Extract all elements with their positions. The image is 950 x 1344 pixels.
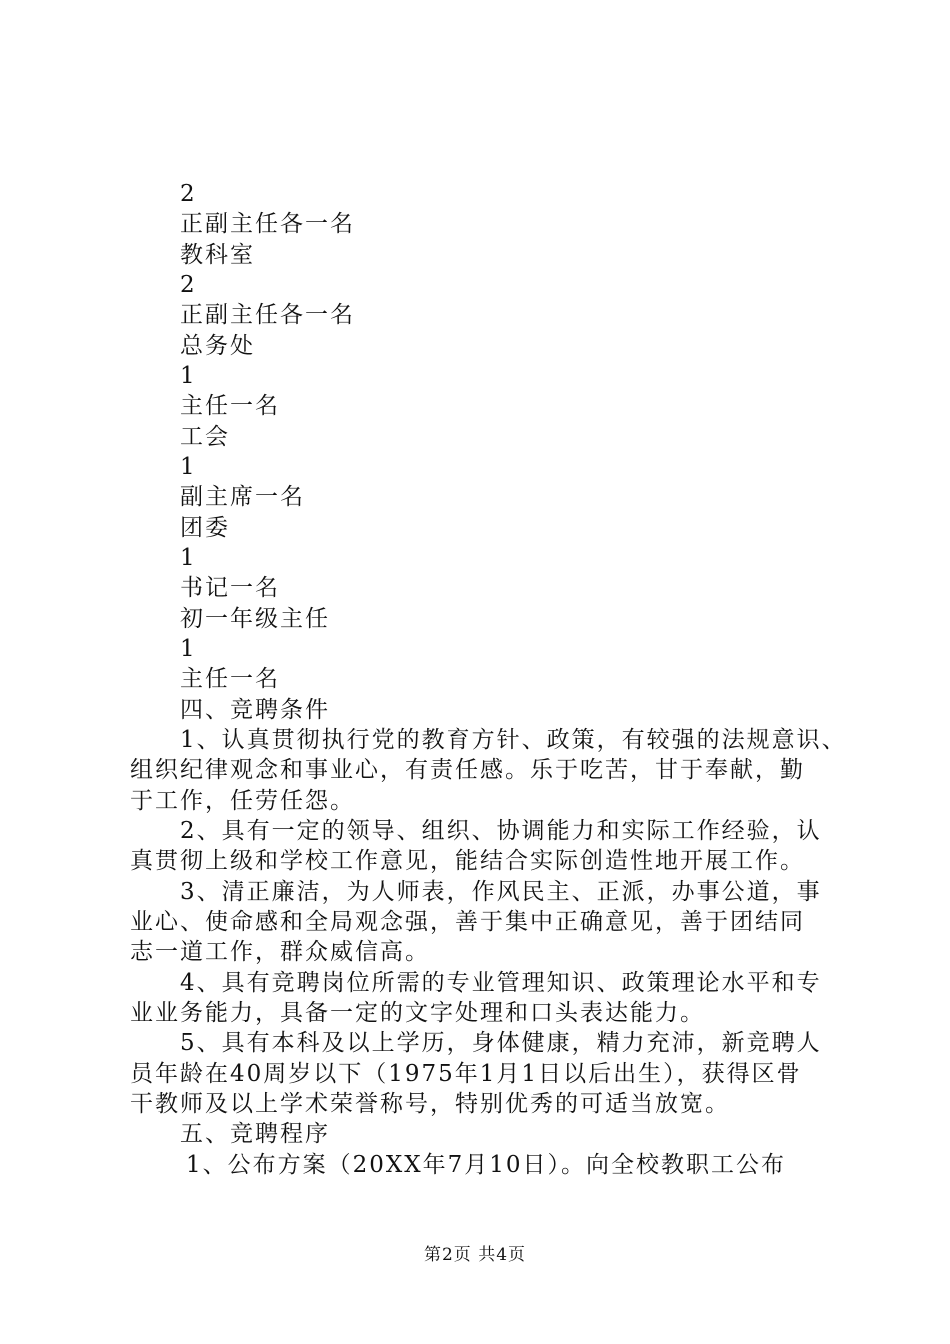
paragraph-line: 志一道工作，群众威信高。: [130, 939, 430, 965]
paragraph-line: 2、具有一定的领导、组织、协调能力和实际工作经验，认: [180, 818, 822, 844]
count-line: 2: [180, 272, 197, 298]
position-line: 主任一名: [180, 666, 280, 692]
department-line: 团委: [180, 515, 230, 541]
page-number: 第2页 共4页: [423, 1245, 527, 1265]
paragraph-line: 组织纪律观念和事业心，有责任感。乐于吃苦，甘于奉献，勤: [130, 757, 805, 783]
department-line: 工会: [180, 424, 230, 450]
section-heading: 四、竞聘条件: [180, 697, 330, 723]
paragraph-line: 业心、使命感和全局观念强，善于集中正确意见，善于团结同: [130, 909, 805, 935]
department-line: 总务处: [180, 333, 255, 359]
count-line: 1: [180, 636, 197, 662]
position-line: 正副主任各一名: [180, 211, 355, 237]
position-line: 副主席一名: [180, 484, 305, 510]
position-line: 正副主任各一名: [180, 302, 355, 328]
count-line: 1: [180, 363, 197, 389]
paragraph-line: 于工作，任劳任怨。: [130, 788, 355, 814]
position-line: 主任一名: [180, 393, 280, 419]
position-line: 书记一名: [180, 575, 280, 601]
paragraph-line: 3、清正廉洁，为人师表，作风民主、正派，办事公道，事: [180, 879, 822, 905]
paragraph-line: 5、具有本科及以上学历，身体健康，精力充沛，新竞聘人: [180, 1030, 822, 1056]
count-line: 1: [180, 454, 197, 480]
count-line: 1: [180, 545, 197, 571]
paragraph-line: 4、具有竞聘岗位所需的专业管理知识、政策理论水平和专: [180, 970, 822, 996]
paragraph-line: 业业务能力，具备一定的文字处理和口头表达能力。: [130, 1000, 705, 1026]
page-footer: [0, 1244, 950, 1266]
section-heading: 五、竞聘程序: [180, 1121, 330, 1147]
paragraph-line: 真贯彻上级和学校工作意见，能结合实际创造性地开展工作。: [130, 848, 805, 874]
department-line: 初一年级主任: [180, 606, 330, 632]
paragraph-line: 干教师及以上学术荣誉称号，特别优秀的可适当放宽。: [130, 1091, 730, 1117]
paragraph-line: 员年龄在40周岁以下（1975年1月1日以后出生），获得区骨: [130, 1061, 802, 1087]
department-line: 教科室: [180, 242, 255, 268]
paragraph-line: 1、公布方案（20XX年7月10日）。向全校教职工公布: [186, 1152, 787, 1178]
count-line: 2: [180, 181, 197, 207]
paragraph-line: 1、认真贯彻执行党的教育方针、政策，有较强的法规意识、: [180, 727, 847, 753]
